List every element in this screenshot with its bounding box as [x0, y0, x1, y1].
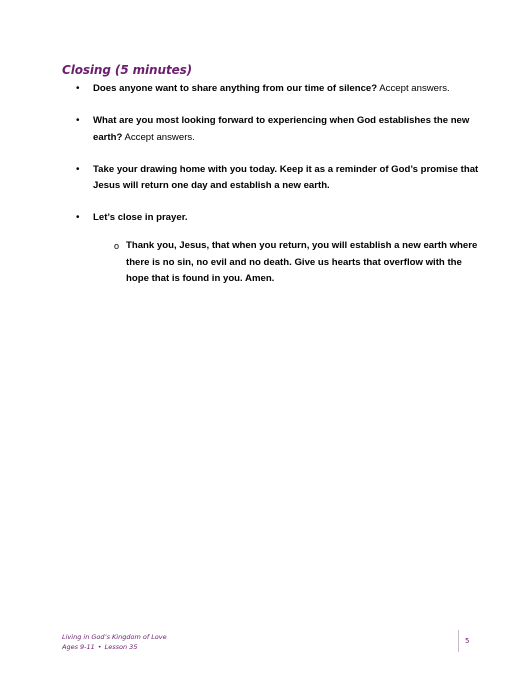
- circle-bullet-icon: o: [114, 241, 120, 251]
- bullet-icon: •: [76, 115, 80, 126]
- prayer-sub-list: [114, 238, 484, 288]
- page-footer: [62, 632, 167, 652]
- bullet-question: What are you most looking forward to experiencing when God establishes the new earth?: [93, 115, 470, 143]
- bullet-question: Take your drawing home with you today. Keep it as a reminder of God’s promise that Jesus will return one day and establish a new earth.: [93, 163, 479, 191]
- page-number: 5: [465, 637, 470, 645]
- bullet-icon: •: [76, 83, 80, 94]
- section-heading: Closing (5 minutes): [62, 63, 193, 77]
- list-item: [62, 162, 482, 195]
- list-item: [62, 113, 482, 146]
- bullet-question: Does anyone want to share anything from our time of silence?: [93, 83, 378, 94]
- footer-divider: [458, 630, 459, 652]
- closing-bullet-list: [62, 81, 482, 242]
- footer-lesson-line: [62, 642, 167, 652]
- footer-title: Living in God’s Kingdom of Love: [62, 633, 167, 641]
- bullet-icon: •: [76, 163, 80, 175]
- footer-lesson: Lesson 35: [104, 643, 138, 651]
- bullet-question: Let’s close in prayer.: [93, 212, 188, 223]
- list-item: [62, 81, 482, 98]
- bullet-instruction: Accept answers.: [122, 131, 195, 143]
- bullet-icon: •: [76, 212, 80, 223]
- list-item: [62, 210, 482, 227]
- prayer-text: Thank you, Jesus, that when you return, you will establish a new earth where there is no sin, no evil and no death. Give us hearts that overflow with the hope that is found in you. Amen.: [126, 240, 478, 284]
- footer-ages: Ages 9-11: [62, 643, 95, 651]
- bullet-instruction: Accept answers.: [377, 83, 450, 94]
- footer-separator: •: [97, 643, 102, 651]
- prayer-item: [114, 238, 484, 288]
